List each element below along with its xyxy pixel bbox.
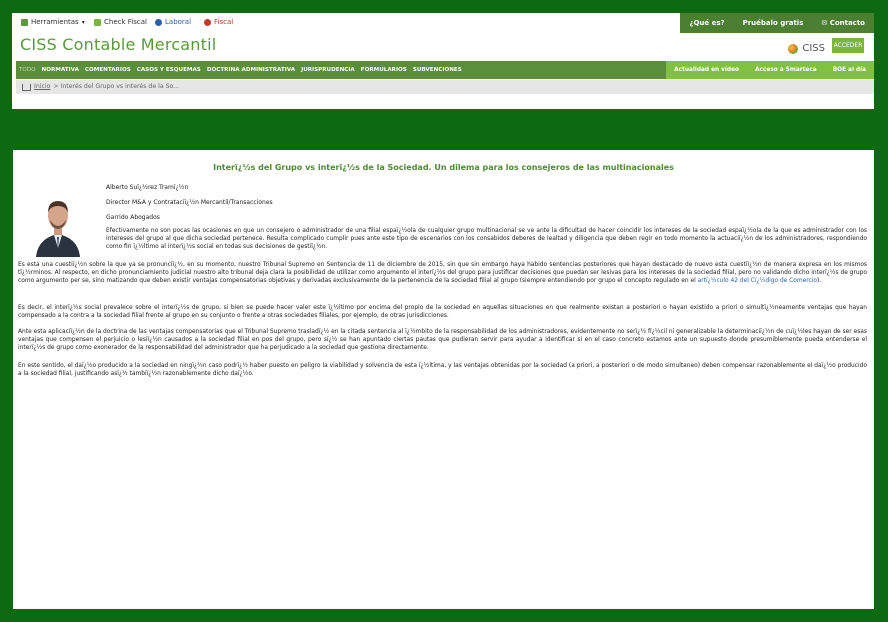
- paragraph-4: Ante esta aplicaciï¿½n de la doctrina de las ventajas compensatorias que el Tribunal Supremo trasladï¿½ en la citada sentencia al ï¿½mbito de la responsabilidad de los administradores, evidentemente no serï¿½ fï¿½cil ni generalizable la determinaciï¿½n de cuï¿½les hayan de ser esas ventajas que compensen el perjuicio o lesiï¿½n causados a la sociedad filial en pos del grupo, pero sï¿½ se han apuntado ciertas pautas que pudieran servir para ayudar a identificar si en el caso concreto estamos ante un supuesto donde presumiblemente pueda entenderse el interï¿½s de grupo como exonerador de la responsabilidad del administrador que ha perjudicado a la sociedad que gestiona directamente.: [18, 329, 867, 351]
- breadcrumb: [16, 80, 874, 94]
- brand-title[interactable]: CISS Contable Mercantil: [20, 35, 217, 54]
- top-toolbar: [12, 13, 874, 33]
- ciss-logo-icon: [788, 44, 798, 54]
- check-fiscal-link[interactable]: [94, 18, 147, 26]
- que-es-link[interactable]: ¿Qué es?: [689, 19, 725, 27]
- author-name: Alberto Suï¿½rez Tramï¿½n: [106, 184, 189, 191]
- home-icon: [22, 84, 31, 91]
- herramientas-menu[interactable]: [21, 18, 85, 26]
- author-firm: Garrido Abogados: [106, 214, 160, 221]
- nav-normativa[interactable]: NORMATIVA: [41, 67, 79, 73]
- author-role: Director M&A y Contrataciï¿½n Mercantil/Transacciones: [106, 199, 273, 206]
- nav-doctrina[interactable]: DOCTRINA ADMINISTRATIVA: [206, 67, 296, 73]
- nav-jurisprudencia[interactable]: JURISPRUDENCIA: [301, 67, 355, 73]
- nav-right-links: [666, 61, 874, 79]
- ciss-logo: [788, 43, 825, 54]
- laboral-label: Laboral: [165, 18, 192, 26]
- paragraph-2: [18, 261, 867, 285]
- pruebalo-gratis-link[interactable]: Pruébalo gratis: [742, 19, 804, 27]
- fiscal-icon: [204, 19, 211, 26]
- ciss-logo-text: CISS: [802, 43, 825, 54]
- codigo-comercio-link[interactable]: artï¿½culo 42 del Cï¿½digo de Comercio: [697, 278, 818, 284]
- acceder-button[interactable]: ACCEDER: [832, 38, 864, 53]
- fiscal-label: Fiscal: [214, 18, 234, 26]
- paragraph-2-text: Es esta una cuestiï¿½n sobre la que ya se pronunciï¿½, en su momento, nuestro Tribunal Supremo en Sentencia de 11 de diciembre de 2015, sin que sin embargo haya habido sentencias posteriores que hayan destacado de nuevo esta cuestiï¿½n de manera expresa en los mismos tï¿½rminos. Al respecto, en dicho pronunciamiento judicial nuestro alto tribunal deja clara la posibilidad de utilizar como argumento el interï¿½s del grupo para justificar decisiones que puedan ser lesivas para los intereses de la sociedad filial, pero no validando dicho interï¿½s de grupo como argumento per se, sino matizando que deben existir ventajas compensatorias objetivas y derivadas exclusivamente de la pertenencia de la sociedad filial al grupo (siempre entendiendo por grupo el concepto regulado en el: [18, 262, 867, 284]
- article-title: Interï¿½s del Grupo vs interï¿½s de la Sociedad. Un dilema para los consejeros de las multinacionales: [213, 163, 674, 172]
- herramientas-label: Herramientas: [31, 18, 79, 26]
- nav-casos-esquemas[interactable]: CASOS Y ESQUEMAS: [136, 67, 201, 73]
- grid-icon: [21, 19, 28, 26]
- laboral-link[interactable]: [155, 18, 191, 26]
- chevron-down-icon: ▾: [81, 18, 85, 26]
- site-header: [12, 13, 874, 109]
- laboral-icon: [155, 19, 162, 26]
- boe-al-dia-link[interactable]: BOE al día: [832, 67, 866, 73]
- contact-icon: ✉: [821, 19, 830, 27]
- author-photo: [30, 192, 86, 257]
- nav-comentarios[interactable]: COMENTARIOS: [84, 67, 131, 73]
- paragraph-1: Efectivamente no son pocas las ocasiones en que un consejero o administrador de una filial espaï¿½ola de cualquier grupo multinacional se ve ante la dificultad de hacer coincidir los intereses de la sociedad espaï¿½ola de la que es administrador con los intereses del grupo al que dicha sociedad pertenece. Resulta complicado cumplir pues ante este tipo de escenarios con los consabidos deberes de lealtad y diligencia que deben regir en todo momento la actuaciï¿½n de los administradores, respondiendo como fin ï¿½ltimo al interï¿½s social en todas sus decisiones de gestiï¿½n.: [106, 228, 867, 250]
- actualidad-video-link[interactable]: Actualidad en vídeo: [674, 67, 739, 73]
- top-right-links: [680, 13, 874, 33]
- paragraph-2-end: ).: [817, 278, 822, 284]
- paragraph-5: En este sentido, el daï¿½o producido a la sociedad en ningï¿½n caso podrï¿½ haber puesto en peligro la viabilidad y solvencia de esta ï¿½ltima, y las ventajas obtenidas por la sociedad (a priori, a posteriori o de modo simultaneo) deben compensar razonablemente el daï¿½o producido a la sociedad filial, justificando asï¿½ tambiï¿½n razonablemente dicho daï¿½o.: [18, 363, 867, 377]
- acceso-smarteca-link[interactable]: Acceso a Smarteca: [754, 67, 817, 73]
- main-nav: [16, 61, 874, 79]
- fiscal-link[interactable]: [204, 18, 233, 26]
- paragraph-3: Es decir, el interï¿½s social prevalece sobre el interï¿½s de grupo, si bien se puede hacer valer este ï¿½ltimo por encima del propio de la sociedad en aquellas situaciones en que realmente existan a posteriori o hayan existido a priori o simultï¿½neamente ventajas que hayan compensado a la contra a la sociedad filial frente al grupo en su conjunto o frente a otras sociedades filiales, por ejemplo, de otras jurisdicciones.: [18, 305, 867, 319]
- breadcrumb-current: > Interés del Grupo vs interés de la So...: [53, 83, 180, 90]
- nav-todo[interactable]: TODO: [19, 67, 36, 73]
- nav-subvenciones[interactable]: SUBVENCIONES: [412, 67, 462, 73]
- nav-formularios[interactable]: FORMULARIOS: [360, 67, 407, 73]
- contacto-link[interactable]: [812, 13, 874, 33]
- check-fiscal-label: Check Fiscal: [104, 18, 147, 26]
- check-icon: [94, 19, 101, 26]
- breadcrumb-home-link[interactable]: Inicio: [34, 83, 51, 90]
- contacto-label: Contacto: [829, 19, 865, 27]
- article-panel: [13, 150, 874, 609]
